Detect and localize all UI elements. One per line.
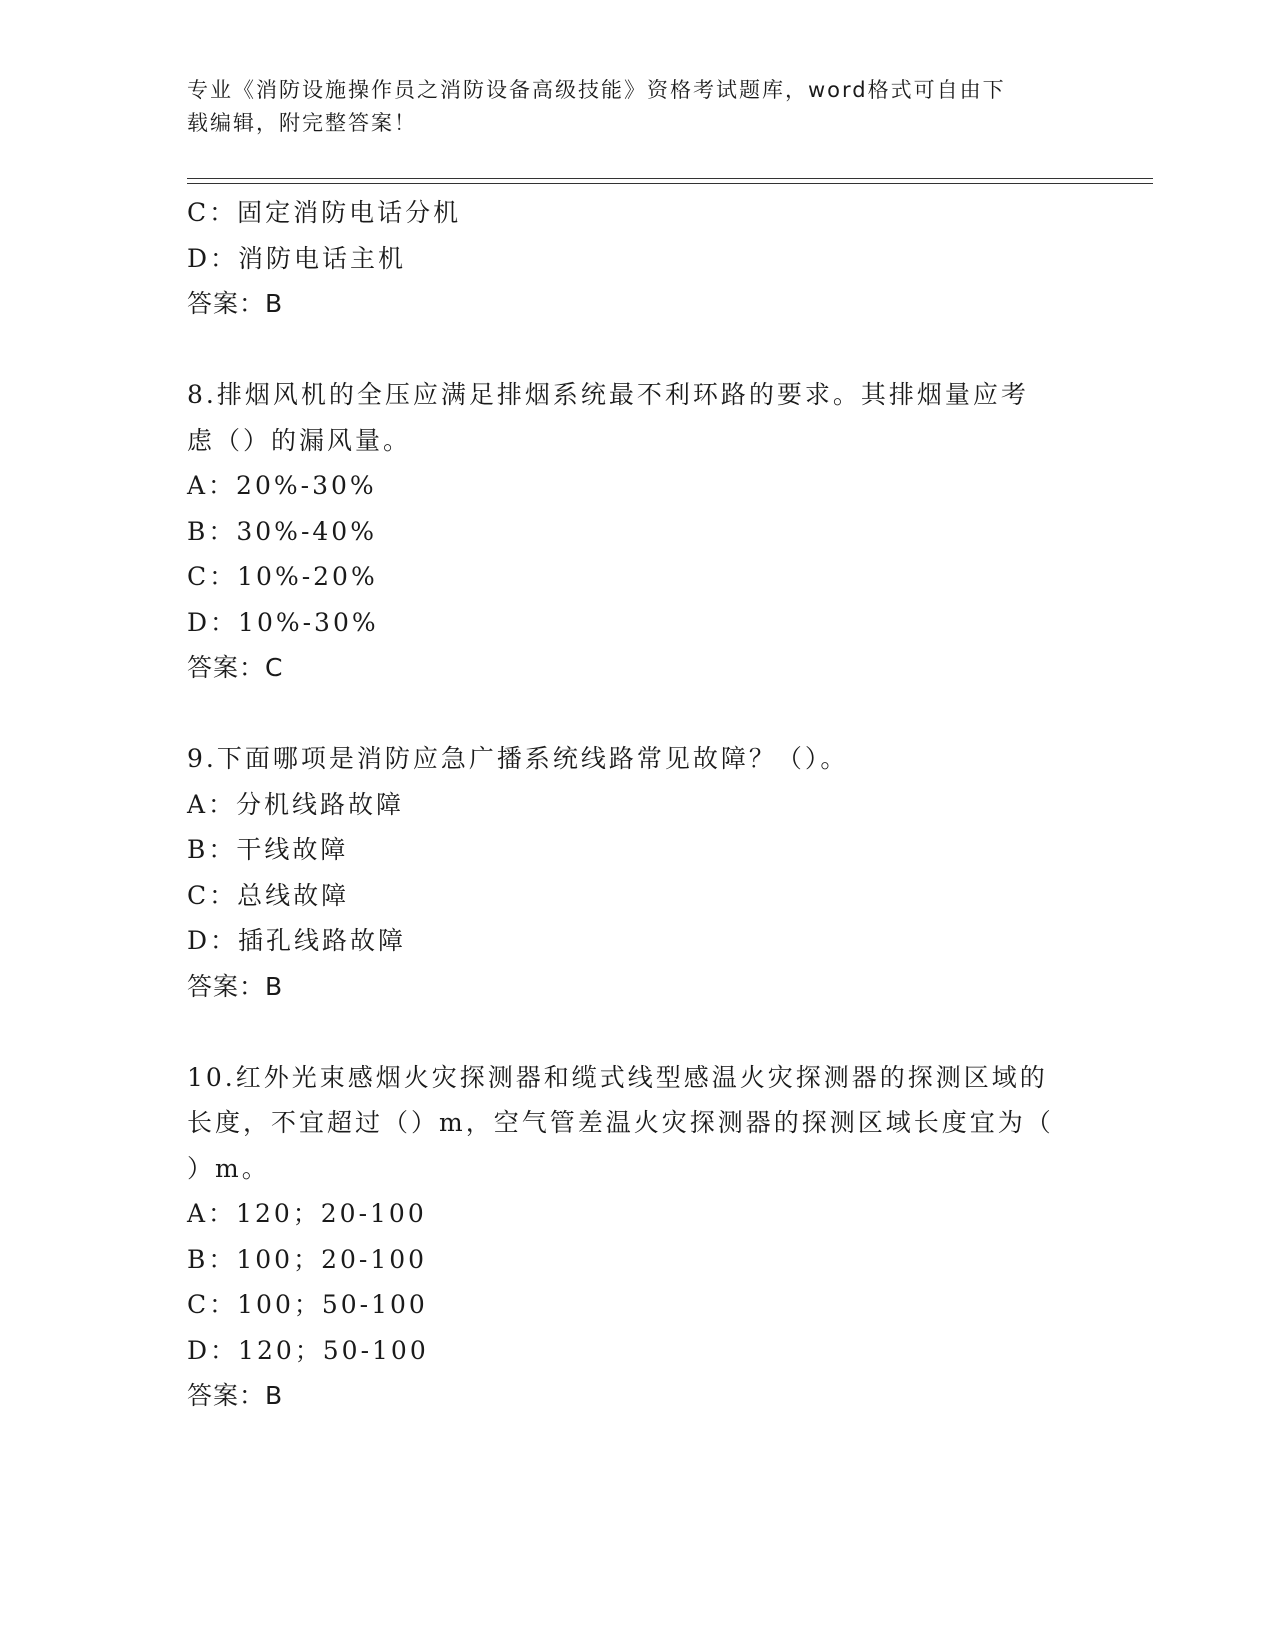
spacer <box>187 327 1087 373</box>
question-text-line-1: 10.红外光束感烟火灾探测器和缆式线型感温火灾探测器的探测区域的 <box>187 1062 1048 1092</box>
question-text-line-1: 9.下面哪项是消防应急广播系统线路常见故障？（）。 <box>187 744 849 773</box>
question-block-7 <box>187 190 1087 327</box>
question-text-line-3: ）m。 <box>187 1153 270 1183</box>
answer: 答案：B <box>187 289 284 318</box>
spacer <box>187 691 1087 737</box>
header-divider-top <box>187 178 1153 179</box>
header-divider-bottom <box>187 183 1153 184</box>
spacer <box>187 1009 1087 1055</box>
option-c: C：总线故障 <box>187 880 350 910</box>
option-a: A：20%-30% <box>187 471 377 500</box>
question-text-line-1: 8.排烟风机的全压应满足排烟系统最不利环路的要求。其排烟量应考 <box>187 380 1029 409</box>
question-text-line-2: 虑（）的漏风量。 <box>187 425 412 455</box>
question-block-9 <box>187 736 1087 1009</box>
option-d: D：插孔线路故障 <box>187 926 407 955</box>
option-b: B：100；20-100 <box>187 1244 428 1274</box>
option-c: C：固定消防电话分机 <box>187 198 462 227</box>
question-text-line-2: 长度，不宜超过（）m，空气管差温火灾探测器的探测区域长度宜为（ <box>187 1108 1054 1137</box>
option-c: C：10%-20% <box>187 562 378 591</box>
option-b: B：30%-40% <box>187 516 377 546</box>
answer: 答案：C <box>187 653 284 682</box>
option-d: D：消防电话主机 <box>187 243 407 273</box>
header-line-1: 专业《消防设施操作员之消防设备高级技能》资格考试题库，word格式可自由下 <box>187 78 1006 102</box>
option-c: C：100；50-100 <box>187 1290 428 1319</box>
option-b: B：干线故障 <box>187 835 349 864</box>
answer: 答案：B <box>187 1381 284 1410</box>
question-block-8 <box>187 372 1087 691</box>
header-line-2: 载编辑，附完整答案！ <box>187 111 417 135</box>
option-d: D：120；50-100 <box>187 1335 429 1365</box>
question-list <box>187 190 1087 1419</box>
document-header <box>187 74 1067 140</box>
option-a: A：分机线路故障 <box>187 789 405 819</box>
option-d: D：10%-30% <box>187 607 379 637</box>
question-block-10 <box>187 1055 1087 1419</box>
option-a: A：120；20-100 <box>187 1199 427 1228</box>
answer: 答案：B <box>187 971 284 1001</box>
